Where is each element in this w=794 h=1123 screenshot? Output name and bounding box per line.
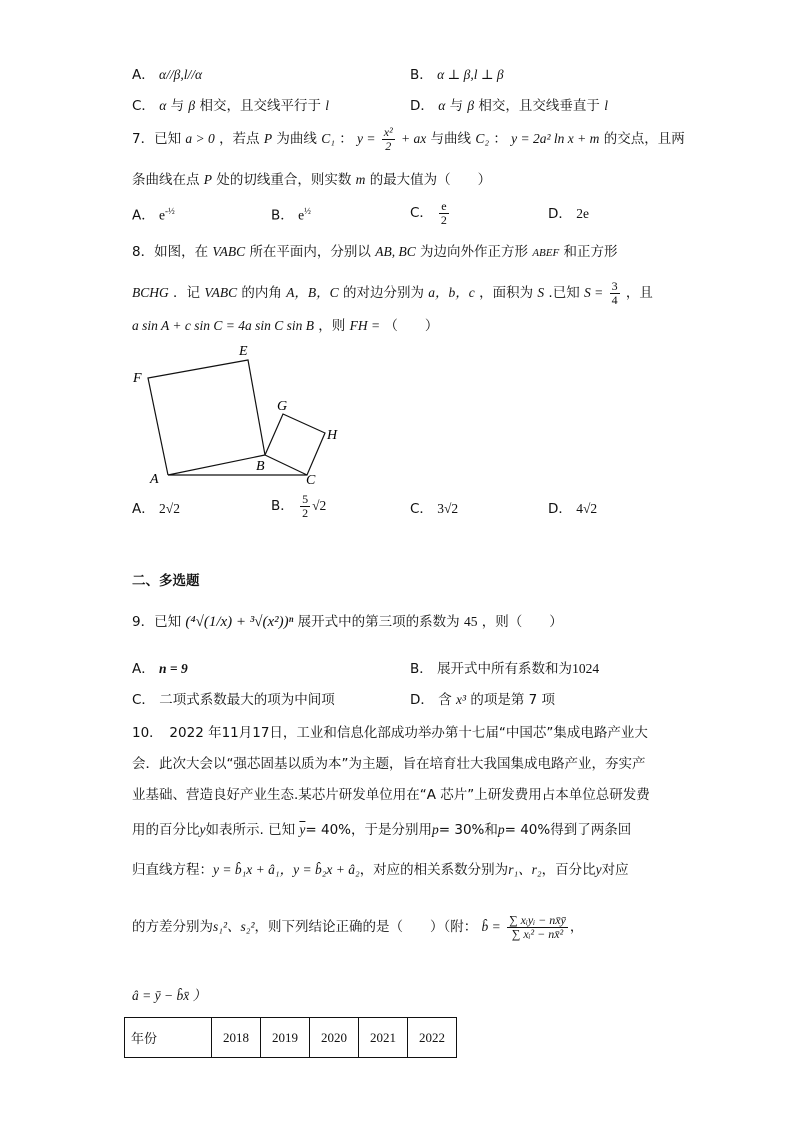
math-expr: 45 bbox=[463, 614, 478, 629]
q9-option-a bbox=[132, 661, 188, 677]
math-expr: FH = bbox=[349, 318, 381, 333]
stem-text: 的最大值为（ ） bbox=[369, 172, 492, 188]
q8-option-d bbox=[548, 501, 597, 517]
stem-text: ： bbox=[493, 131, 507, 148]
q7-option-b bbox=[271, 206, 311, 224]
option-text: 与 bbox=[449, 98, 464, 114]
q10-line-3: 业基础、营造良好产业生态.某芯片研发单位用在“A 芯片”上研发费用占本单位总研发费 bbox=[132, 787, 650, 803]
stem-text: ．记 bbox=[173, 285, 201, 302]
q10-line-1: 10． 2022 年11月17日，工业和信息化部成功举办第十七届“中国芯”集成电路产业大 bbox=[132, 725, 648, 741]
option-text: 的项是第 7 项 bbox=[470, 692, 556, 708]
stem-text: 8．如图，在 bbox=[132, 244, 209, 260]
stem-text: = 40%，于是分别用 bbox=[305, 822, 432, 838]
regression-fraction bbox=[507, 914, 568, 941]
q8-stem-line-1 bbox=[132, 244, 618, 260]
stem-text: 为边向外作正方形 bbox=[420, 244, 529, 260]
q7-option-d bbox=[548, 206, 589, 222]
stem-text: 与曲线 bbox=[430, 131, 472, 148]
section-heading: 二、多选题 bbox=[132, 573, 200, 589]
math-expr: A，B，C bbox=[286, 285, 339, 301]
q8-option-b bbox=[271, 493, 326, 520]
q9-stem bbox=[132, 613, 563, 631]
option-text: √2 bbox=[312, 498, 327, 514]
stem-text: ，且 bbox=[625, 285, 653, 302]
q8-option-c bbox=[410, 501, 458, 517]
fraction bbox=[382, 126, 395, 153]
math-expr: + ax bbox=[401, 131, 427, 147]
table-row bbox=[125, 1018, 457, 1058]
stem-text: 用的百分比 bbox=[132, 822, 200, 838]
option-text: α//β,l//α bbox=[159, 67, 203, 82]
math-expr: s₁²、s₂² bbox=[213, 919, 255, 935]
math-expr: m bbox=[355, 172, 366, 187]
fraction-numerator: 5 bbox=[302, 492, 309, 506]
math-expr: a，b，c bbox=[428, 285, 475, 301]
stem-text: .已知 bbox=[548, 285, 580, 302]
math-expr: (⁴√(1/x) + ³√(x²))ⁿ bbox=[185, 614, 294, 630]
math-expr: y = b̂₁x + â₁，y = b̂₂x + â₂ bbox=[213, 862, 360, 877]
stem-text: 展开式中的第三项的系数为 bbox=[297, 614, 460, 630]
table-header-cell: 年份 bbox=[125, 1018, 212, 1058]
option-label: B． bbox=[271, 207, 294, 224]
q7-option-a bbox=[132, 206, 175, 224]
label-e: E bbox=[239, 344, 248, 359]
year-cell: 2020 bbox=[310, 1018, 359, 1058]
math-expr: AB, BC bbox=[375, 244, 416, 259]
fraction-numerator: e bbox=[441, 199, 447, 213]
option-text: 1024 bbox=[572, 661, 600, 676]
fraction-denominator: 4 bbox=[611, 293, 618, 308]
q8-stem-line-3 bbox=[132, 318, 438, 334]
q9-option-c bbox=[132, 692, 335, 708]
stem-text: = 40%得到了两条回 bbox=[504, 822, 632, 838]
stem-text: ，对应的相关系数分别为 bbox=[359, 862, 509, 878]
exponent: ½ bbox=[304, 206, 311, 216]
stem-text: （ ） bbox=[384, 318, 439, 334]
option-text: e bbox=[298, 207, 305, 223]
q8-option-a bbox=[132, 501, 180, 517]
stem-text: ，则下列结论正确的是（ ）（附： bbox=[254, 919, 478, 936]
stem-text: 9．已知 bbox=[132, 614, 182, 630]
option-label: D． bbox=[548, 206, 572, 222]
option-label: B． bbox=[410, 67, 433, 83]
q6-option-b bbox=[410, 67, 504, 83]
math-expr: y = 2a² ln x + m bbox=[511, 131, 600, 147]
option-label: A． bbox=[132, 501, 155, 517]
stem-text: ，若点 bbox=[219, 131, 260, 148]
stem-text: 如表所示. 已知 bbox=[205, 822, 296, 838]
math-expr: ABEF bbox=[532, 247, 560, 259]
q6-option-d bbox=[410, 98, 608, 114]
option-label: C． bbox=[410, 205, 433, 222]
option-label: A． bbox=[132, 661, 155, 677]
fraction-denominator: 2 bbox=[385, 139, 392, 154]
stem-text: 为曲线 bbox=[276, 131, 317, 148]
math-expr: P bbox=[263, 131, 273, 147]
math-expr: p bbox=[497, 822, 505, 837]
q7-stem-line-2 bbox=[132, 172, 491, 188]
math-expr: y = bbox=[357, 131, 376, 147]
math-expr: BCHG bbox=[132, 285, 169, 301]
option-text: e bbox=[159, 207, 166, 223]
option-text: 4√2 bbox=[576, 501, 598, 516]
q10-line-2: 会．此次大会以“强芯固基以质为本”为主题，旨在培育壮大我国集成电路产业，夯实产 bbox=[132, 756, 646, 772]
option-label: D． bbox=[548, 501, 572, 517]
stem-text: ，面积为 bbox=[479, 285, 534, 302]
math-expr: P bbox=[203, 172, 213, 187]
option-text: 相交，且交线平行于 bbox=[199, 98, 321, 114]
q10-line-4 bbox=[132, 822, 631, 838]
year-cell: 2021 bbox=[359, 1018, 408, 1058]
stem-text: 对应 bbox=[601, 862, 629, 878]
option-text: n = 9 bbox=[159, 661, 188, 676]
option-label: B． bbox=[271, 498, 294, 515]
stem-text: 处的切线重合，则实数 bbox=[216, 172, 352, 188]
fraction-denominator: 2 bbox=[440, 213, 447, 228]
math-expr: $\overline{y}$ bbox=[299, 822, 306, 837]
math-expr: C₁ bbox=[321, 131, 335, 147]
option-text: 与 bbox=[170, 98, 185, 114]
option-text: 相交，且交线垂直于 bbox=[478, 98, 600, 114]
math-beta: β bbox=[188, 98, 196, 113]
stem-text: 的对边分别为 bbox=[342, 285, 424, 302]
year-cell: 2022 bbox=[408, 1018, 457, 1058]
option-label: D． bbox=[410, 692, 434, 708]
math-alpha: α bbox=[438, 98, 446, 113]
q9-option-b bbox=[410, 661, 599, 677]
fraction bbox=[439, 200, 448, 227]
q8-stem-line-2 bbox=[132, 280, 653, 307]
option-label: A． bbox=[132, 207, 155, 224]
fraction bbox=[300, 493, 310, 520]
fraction-denominator: 2 bbox=[302, 506, 309, 521]
math-expr: VABC bbox=[204, 285, 238, 301]
stem-text: 归直线方程： bbox=[132, 862, 213, 878]
math-expr: S = bbox=[584, 285, 604, 301]
q7-stem-line-1 bbox=[132, 126, 685, 153]
label-c: C bbox=[306, 473, 316, 488]
exponent: -½ bbox=[165, 206, 175, 216]
square-abef bbox=[148, 360, 265, 475]
label-f: F bbox=[133, 371, 142, 386]
stem-text: ，百分比 bbox=[541, 862, 596, 878]
option-label: B． bbox=[410, 661, 433, 677]
q7-option-c bbox=[410, 200, 451, 227]
math-l: l bbox=[325, 98, 330, 113]
stem-text: = 30%和 bbox=[438, 822, 498, 838]
math-expr: VABC bbox=[212, 244, 246, 259]
option-text: 2e bbox=[576, 206, 589, 221]
option-text: 2√2 bbox=[159, 501, 180, 516]
year-cell: 2019 bbox=[261, 1018, 310, 1058]
stem-text: 的交点，且两 bbox=[603, 131, 685, 148]
stem-text: 的内角 bbox=[241, 285, 282, 302]
q6-option-a bbox=[132, 67, 202, 83]
label-b: B bbox=[256, 459, 265, 474]
stem-text: 的方差分别为 bbox=[132, 919, 213, 936]
option-label: A． bbox=[132, 67, 155, 83]
option-label: C． bbox=[132, 98, 155, 114]
option-text: 3√2 bbox=[437, 501, 459, 516]
stem-text: ， bbox=[569, 919, 584, 936]
option-label: C． bbox=[132, 692, 155, 708]
label-g: G bbox=[277, 399, 288, 414]
squares-figure bbox=[120, 340, 360, 490]
option-text: α ⊥ β,l ⊥ β bbox=[437, 67, 504, 82]
stem-text: ，则（ ） bbox=[481, 614, 563, 630]
math-alpha: α bbox=[159, 98, 167, 113]
label-h: H bbox=[327, 428, 338, 443]
option-label: C． bbox=[410, 501, 433, 517]
math-beta: β bbox=[467, 98, 475, 113]
stem-text: 所在平面内，分别以 bbox=[249, 244, 371, 260]
year-table bbox=[124, 1017, 457, 1058]
q10-line-5 bbox=[132, 862, 629, 878]
option-text: 展开式中所有系数和为 bbox=[437, 661, 573, 677]
q9-option-d bbox=[410, 692, 555, 708]
q6-option-c bbox=[132, 98, 329, 114]
fraction-denominator: ∑ xᵢ² − nx̄² bbox=[511, 927, 564, 942]
stem-text: 条曲线在点 bbox=[132, 172, 200, 188]
label-a: A bbox=[150, 472, 159, 487]
stem-text: ： bbox=[339, 131, 353, 148]
q10-line-7: â = ȳ − b̂x̄ ） bbox=[132, 988, 207, 1003]
option-text: 含 bbox=[438, 692, 452, 708]
stem-text: 7．已知 bbox=[132, 131, 182, 148]
option-label: D． bbox=[410, 98, 434, 114]
math-l: l bbox=[604, 98, 608, 113]
fraction-numerator: ∑ xᵢyᵢ − nx̄ȳ bbox=[509, 913, 566, 927]
math-expr: r₁、r₂ bbox=[508, 862, 542, 877]
math-expr: a sin A + c sin C = 4a sin C sin B bbox=[132, 318, 314, 333]
option-text: 二项式系数最大的项为中间项 bbox=[159, 692, 335, 708]
year-cell: 2018 bbox=[212, 1018, 261, 1058]
stem-text: ，则 bbox=[318, 318, 346, 334]
square-bchg bbox=[265, 414, 325, 475]
math-expr: x³ bbox=[456, 692, 467, 707]
math-expr: y bbox=[595, 862, 602, 877]
fraction bbox=[610, 280, 620, 307]
math-expr: C₂ bbox=[475, 131, 490, 147]
fraction-numerator: x² bbox=[383, 125, 393, 139]
math-expr: y bbox=[199, 822, 206, 837]
math-expr: a > 0 bbox=[185, 131, 215, 147]
stem-text: 和正方形 bbox=[563, 244, 618, 260]
math-expr: p bbox=[432, 822, 439, 837]
fraction-numerator: 3 bbox=[611, 279, 618, 293]
math-expr: b̂ = bbox=[481, 919, 501, 935]
math-expr: S bbox=[537, 285, 545, 301]
q10-line-6 bbox=[132, 914, 583, 941]
